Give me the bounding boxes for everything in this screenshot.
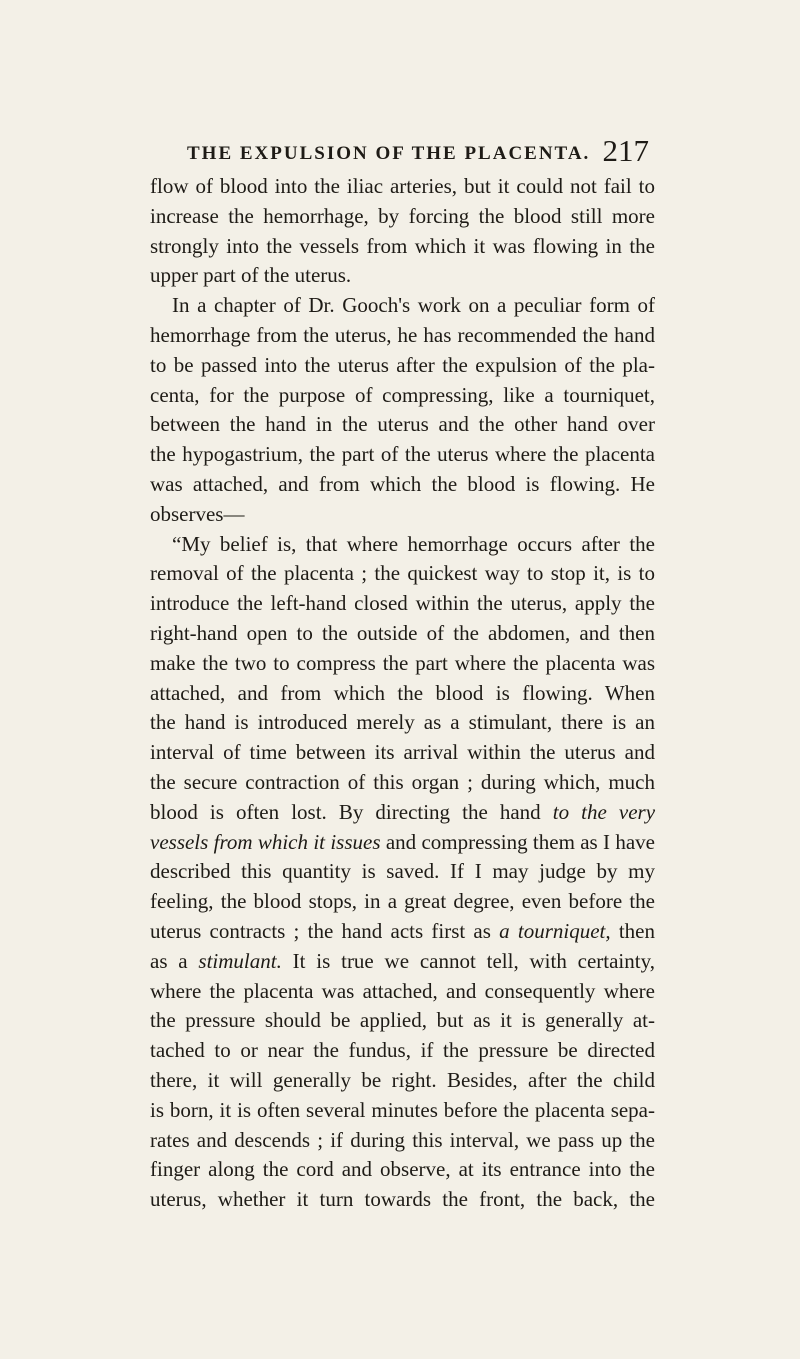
text-line (150, 947, 655, 977)
text-line (150, 619, 655, 649)
text-segment: was attached, and from which the blood is flowing. He (150, 471, 655, 496)
text-segment: blood is often lost. By directing the hand (150, 799, 553, 824)
text-line (150, 321, 655, 351)
text-line (150, 738, 655, 768)
text-segment: the hypogastrium, the part of the uterus where the placenta (150, 442, 655, 467)
text-line (150, 1185, 655, 1215)
text-segment: hemorrhage from the uterus, he has recommended the hand (150, 322, 655, 347)
text-segment: centa, for the purpose of compressing, like a tourniquet, (150, 382, 655, 407)
text-segment: to be passed into the uterus after the expulsion of the pla- (150, 352, 655, 377)
text-line (150, 261, 655, 291)
text-segment: removal of the placenta ; the quickest way to stop it, is to (150, 561, 655, 586)
text-line (150, 887, 655, 917)
text-line (150, 559, 655, 589)
text-segment: increase the hemorrhage, by forcing the blood still more (150, 203, 655, 228)
text-segment: finger along the cord and observe, at its entrance into the (150, 1157, 655, 1182)
italic-text-segment: stimulant. (198, 948, 282, 973)
text-line (150, 1096, 655, 1126)
body-text (150, 172, 655, 1215)
text-line (150, 589, 655, 619)
text-line (150, 410, 655, 440)
text-segment: flow of blood into the iliac arteries, but it could not fail to (150, 174, 655, 198)
text-segment: uterus, whether it turn towards the front, the back, the (150, 1187, 655, 1212)
text-line (150, 500, 655, 530)
text-segment: and compressing them as I have (380, 829, 655, 854)
text-line (150, 917, 655, 947)
text-line (150, 470, 655, 500)
text-segment: the secure contraction of this organ ; during which, much (150, 769, 655, 794)
page-number: 217 (602, 133, 649, 168)
running-head (187, 131, 649, 171)
text-segment: introduce the left-hand closed within the uterus, apply the (150, 591, 655, 616)
text-line (150, 291, 655, 321)
text-segment: uterus contracts ; the hand acts first as (150, 918, 500, 943)
text-line (150, 1066, 655, 1096)
text-line (150, 798, 655, 828)
text-segment: where the placenta was attached, and consequently where (150, 978, 655, 1003)
text-segment: is born, it is often several minutes before the placenta sepa- (150, 1097, 655, 1122)
text-segment: It is true we cannot tell, with certainty, (281, 948, 655, 973)
text-segment: as a (150, 948, 199, 973)
text-line (150, 768, 655, 798)
text-line (150, 232, 655, 262)
text-segment: upper part of the uterus. (150, 263, 352, 288)
text-segment: make the two to compress the part where the placenta was (150, 650, 655, 675)
text-line (150, 172, 655, 202)
text-segment: interval of time between its arrival within the uterus and (150, 740, 655, 765)
text-line (150, 649, 655, 679)
text-line (150, 828, 655, 858)
text-line (150, 351, 655, 381)
text-line (150, 1036, 655, 1066)
text-segment: right-hand open to the outside of the abdomen, and then (150, 620, 655, 645)
italic-text-segment: to the very (552, 799, 656, 824)
text-segment: tached to or near the fundus, if the pressure be directed (150, 1038, 655, 1063)
text-line (150, 1155, 655, 1185)
text-segment: then (610, 918, 655, 943)
text-segment: observes— (150, 501, 245, 526)
text-segment: the hand is introduced merely as a stimulant, there is an (150, 710, 655, 735)
running-title: THE EXPULSION OF THE PLACENTA. (187, 143, 591, 164)
text-line (150, 530, 655, 560)
text-segment: In a chapter of Dr. Gooch's work on a peculiar form of (172, 293, 655, 318)
text-line (150, 1006, 655, 1036)
text-line (150, 679, 655, 709)
text-segment: attached, and from which the blood is flowing. When (150, 680, 655, 705)
text-line (150, 202, 655, 232)
text-segment: described this quantity is saved. If I may judge by my (150, 859, 655, 884)
text-line (150, 708, 655, 738)
text-segment: rates and descends ; if during this interval, we pass up the (150, 1127, 655, 1152)
text-line (150, 381, 655, 411)
text-segment: “My belief is, that where hemorrhage occurs after the (172, 531, 655, 556)
text-segment: feeling, the blood stops, in a great degree, even before the (150, 889, 655, 914)
text-segment: there, it will generally be right. Besides, after the child (150, 1067, 655, 1092)
text-line (150, 977, 655, 1007)
text-line (150, 857, 655, 887)
text-segment: the pressure should be applied, but as it is generally at- (150, 1008, 655, 1033)
text-line (150, 440, 655, 470)
italic-text-segment: vessels from which it issues (150, 829, 381, 854)
italic-text-segment: a tourniquet, (499, 918, 611, 943)
text-line (150, 1126, 655, 1156)
text-segment: between the hand in the uterus and the other hand over (150, 412, 655, 437)
text-segment: strongly into the vessels from which it was flowing in the (150, 233, 655, 258)
